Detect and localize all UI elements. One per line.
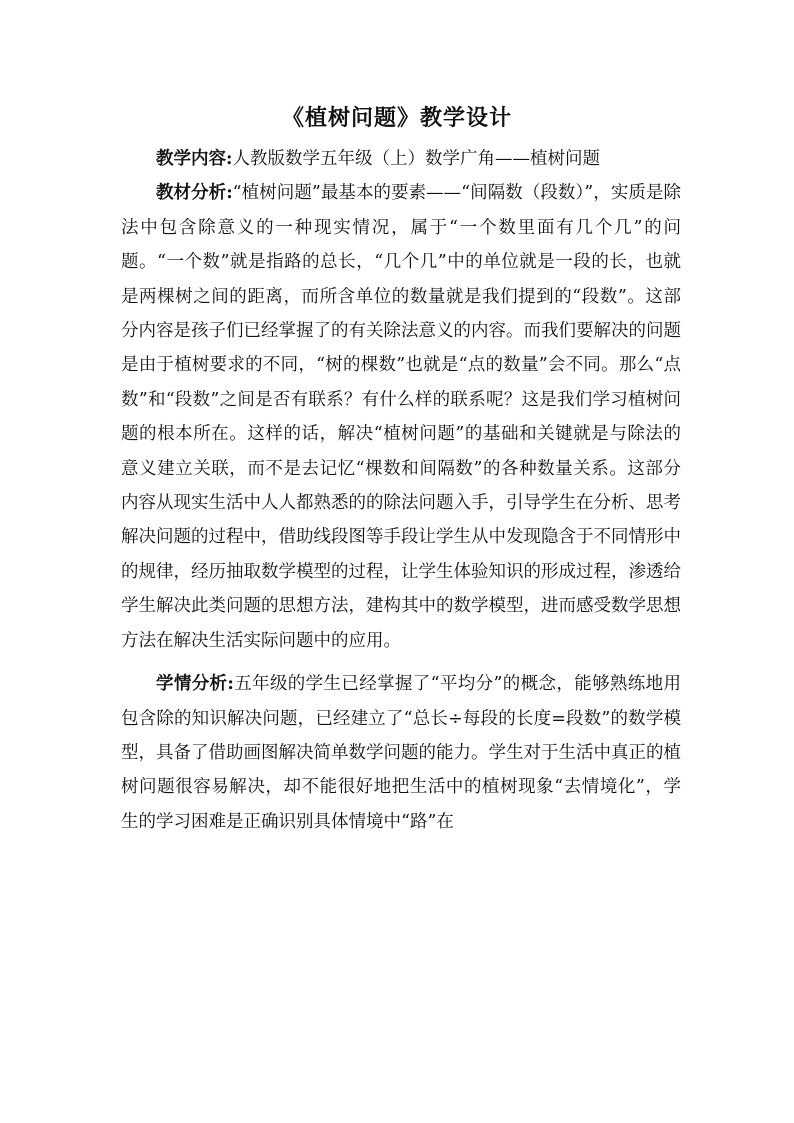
section-text: 人教版数学五年级（上）数学广角——植树问题 — [232, 149, 600, 169]
section-text: 五年级的学生已经掌握了“平均分”的概念，能够熟练地用包含除的知识解决问题，已经建立了“总长÷每段的长度=段数”的数学模型，具备了借助画图解决简单数学问题的能力。学生对于生活中真正的植树问题很容易解决，却不能很好地把生活中的植树现象“去情境化”，学生的学习困难是正确识别具体情境中“路”在 — [121, 674, 681, 832]
section-text: “植树问题”最基本的要素——“间隔数（段数）”，实质是除法中包含除意义的一种现实情况，属于“一个数里面有几个几”的问题。“一个数”就是指路的总长，“几个几”中的单位就是一段的长，也就是两棵树之间的距离，而所含单位的数量就是我们提到的“段数”。这部分内容是孩子们已经掌握了的有关除法意义的内容。而我们要解决的问题是由于植树要求的不同，“树的棵数”也就是“点的数量”会不同。那么“点数”和“段数”之间是否有联系？有什么样的联系呢？这是我们学习植树问题的根本所在。这样的话，解决“植树问题”的基础和关键就是与除法的意义建立关联，而不是去记忆“棵数和间隔数”的各种数量关系。这部分内容从现实生活中人人都熟悉的的除法问题入手，引导学生在分析、思考解决问题的过程中，借助线段图等手段让学生从中发现隐含于不同情形中的规律，经历抽取数学模型的过程，让学生体验知识的形成过程，渗透给学生解决此类问题的思想方法，建构其中的数学模型，进而感受数学思想方法在解决生活实际问题中的应用。 — [121, 183, 681, 651]
document-title: 《植树问题》教学设计 — [281, 105, 512, 131]
section-teaching-content — [121, 142, 681, 176]
section-label: 教材分析: — [156, 183, 233, 204]
section-label: 教学内容: — [156, 149, 233, 169]
document-body — [121, 142, 681, 839]
section-label: 学情分析: — [156, 674, 234, 695]
section-student-analysis — [121, 667, 681, 839]
section-textbook-analysis — [121, 176, 681, 658]
